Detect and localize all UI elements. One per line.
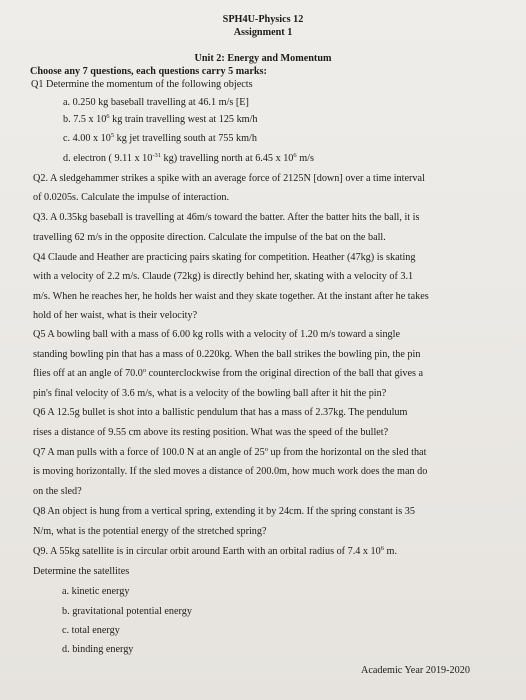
q4-line-3: m/s. When he reaches her, he holds her waist and they skate together. At the instant after he takes bbox=[33, 291, 429, 302]
q4-line-4: hold of her waist, what is their velocity? bbox=[33, 310, 198, 321]
q4-line-2: with a velocity of 2.2 m/s. Claude (72kg) is directly behind her, skating with a velocity of 3.1 bbox=[33, 271, 414, 282]
q3-line-1: Q3. A 0.35kg baseball is travelling at 46m/s toward the batter. After the batter hits the ball, it is bbox=[33, 212, 420, 223]
q6-line-1: Q6 A 12.5g bullet is shot into a ballistic pendulum that has a mass of 2.37kg. The pendulum bbox=[33, 407, 408, 418]
q9-line-1: Q9. A 55kg satellite is in circular orbit around Earth with an orbital radius of 7.4 x $10^6$ m. bbox=[33, 545, 397, 557]
q7-line-2: is moving horizontally. If the sled moves a distance of 200.0m, how much work does the man do bbox=[33, 466, 428, 477]
q1-part-d: d. electron ( 9.11 x $10^{-31}$ kg) travelling north at 6.45 x $10^6$ m/s bbox=[63, 152, 314, 164]
q1-part-a: a. 0.250 kg baseball travelling at 46.1 m/s [E] bbox=[63, 97, 249, 108]
q1-part-b: b. 7.5 x $10^6$ kg train travelling west at 125 km/h bbox=[63, 113, 258, 125]
q5-line-3: flies off at an angle of 70.0$^o$ counterclockwise from the original direction of the ball that gives a bbox=[33, 367, 424, 379]
assignment-title: Assignment 1 bbox=[233, 27, 293, 38]
q9-part-b: b. gravitational potential energy bbox=[62, 606, 192, 617]
q8-line-2: N/m, what is the potential energy of the stretched spring? bbox=[33, 526, 267, 537]
q5-line-4: pin's final velocity of 3.6 m/s, what is a velocity of the bowling ball after it hit the pin? bbox=[33, 388, 387, 399]
q1-part-c: c. 4.00 x $10^5$ kg jet travelling south at 755 km/h bbox=[63, 132, 257, 144]
q7-line-1: Q7 A man pulls with a force of 100.0 N at an angle of 25$^o$ up from the horizontal on the sled that bbox=[33, 446, 427, 458]
academic-year-footer: Academic Year 2019-2020 bbox=[361, 665, 470, 676]
instructions: Choose any 7 questions, each questions carry 5 marks: bbox=[30, 66, 267, 77]
q9-line-2: Determine the satellites bbox=[33, 566, 130, 577]
unit-title: Unit 2: Energy and Momentum bbox=[194, 53, 332, 64]
q2-line-2: of 0.0205s. Calculate the impulse of interaction. bbox=[33, 192, 230, 203]
q9-part-c: c. total energy bbox=[62, 625, 120, 636]
q8-line-1: Q8 An object is hung from a vertical spring, extending it by 24cm. If the spring constant is 35 bbox=[33, 506, 415, 517]
q9-part-a: a. kinetic energy bbox=[62, 586, 130, 597]
q5-line-2: standing bowling pin that has a mass of 0.220kg. When the ball strikes the bowling pin, the pin bbox=[33, 349, 421, 360]
q2-line-1: Q2. A sledgehammer strikes a spike with an average force of 2125N [down] over a time interval bbox=[33, 173, 425, 184]
q7-line-3: on the sled? bbox=[33, 486, 82, 497]
q3-line-2: travelling 62 m/s in the opposite direction. Calculate the impulse of the bat on the ball. bbox=[33, 232, 386, 243]
q1-stem: Q1 Determine the momentum of the following objects bbox=[31, 79, 253, 90]
course-title: SPH4U-Physics 12 bbox=[222, 14, 304, 25]
q5-line-1: Q5 A bowling ball with a mass of 6.00 kg rolls with a velocity of 1.20 m/s toward a single bbox=[33, 329, 400, 340]
q4-line-1: Q4 Claude and Heather are practicing pairs skating for competition. Heather (47kg) is skating bbox=[33, 252, 416, 263]
q9-part-d: d. binding energy bbox=[62, 644, 134, 655]
q6-line-2: rises a distance of 9.55 cm above its resting position. What was the speed of the bullet? bbox=[33, 427, 389, 438]
